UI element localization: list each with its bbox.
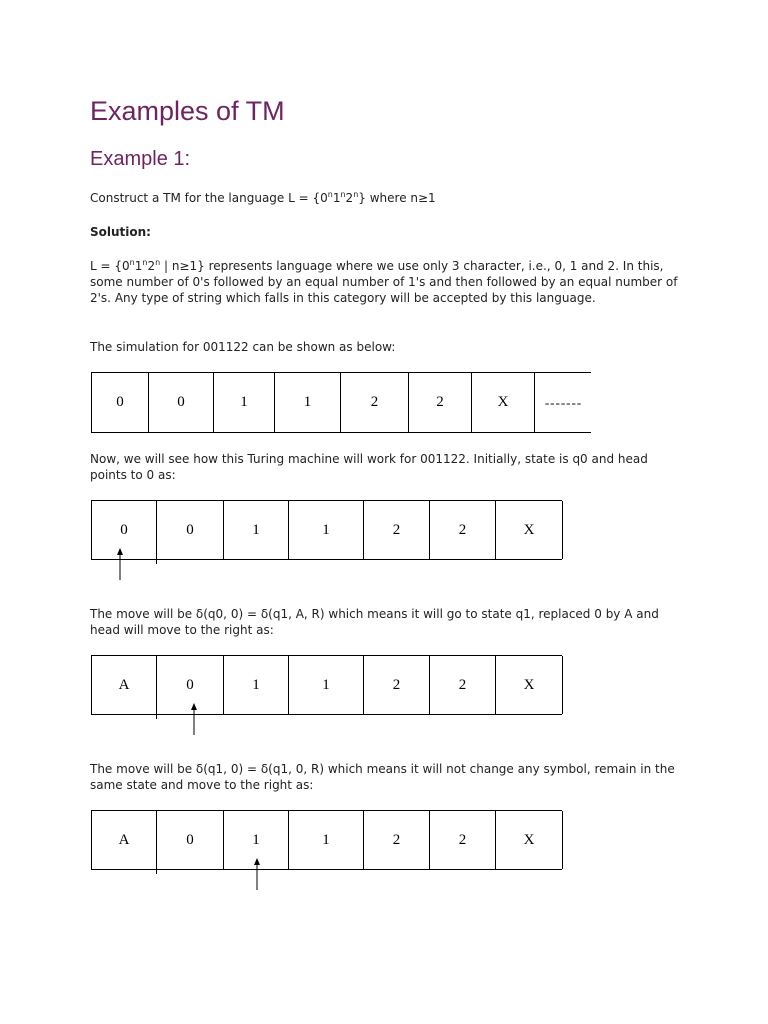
cell-tick xyxy=(156,868,157,874)
tape-initial xyxy=(91,372,591,433)
problem-statement: Construct a TM for the language $L = \{0^n1^n2^n\}$ where n≥1 xyxy=(90,190,436,205)
tape-cell: 2 xyxy=(409,373,472,432)
tape-cell: 2 xyxy=(364,656,430,714)
tape-cell: 2 xyxy=(364,501,430,559)
tape-cell: 0 xyxy=(92,501,157,559)
tape-step-1 xyxy=(91,655,562,715)
tape-cell: 1 xyxy=(224,501,289,559)
cell-tick xyxy=(156,713,157,719)
example-heading: Example 1: xyxy=(90,148,191,170)
tape-cell: 0 xyxy=(149,373,214,432)
solution-label: Solution: xyxy=(90,225,151,239)
tape-cell: 1 xyxy=(275,373,341,432)
move-2-text: The move will be δ(q1, 0) = δ(q1, 0, R) which means it will not change any symbol, remain in the same state and move to the right as: xyxy=(90,762,675,792)
tape-cell: X xyxy=(496,656,563,714)
tape-cell: 1 xyxy=(289,656,364,714)
tape-step-0 xyxy=(91,500,562,560)
language-description: $L = \{0^n1^n2^n$ | n≥1} represents language where we use only 3 character, i.e., 0, 1 and 2. In this, some number of 0's followed by an equal number of 1's and then followed by an equal number of 2's. Any type of string which falls in this category will be accepted by this language. xyxy=(90,258,678,305)
head-arrow-icon xyxy=(252,858,262,890)
tape-cell: X xyxy=(496,811,563,869)
tape-cell: 0 xyxy=(157,501,224,559)
tape-cell: X xyxy=(472,373,535,432)
tape-cell: 2 xyxy=(341,373,409,432)
page-title: Examples of TM xyxy=(90,96,285,126)
head-arrow-icon xyxy=(189,703,199,735)
tape-cell: 0 xyxy=(157,811,224,869)
tape-cell: 1 xyxy=(224,811,289,869)
tape-cell: X xyxy=(496,501,563,559)
tape-cell: 2 xyxy=(364,811,430,869)
tape-cell: 2 xyxy=(430,656,496,714)
tape-cell: 0 xyxy=(157,656,224,714)
tape-cell: A xyxy=(92,656,157,714)
walkthrough-intro: Now, we will see how this Turing machine will work for 001122. Initially, state is q0 and head points to 0 as: xyxy=(90,452,648,482)
head-arrow-icon xyxy=(115,548,125,580)
tape-cell: 2 xyxy=(430,501,496,559)
cell-tick xyxy=(156,558,157,564)
tape-step-2 xyxy=(91,810,562,870)
tape-continuation: ------- xyxy=(544,394,583,410)
tape-cell: 0 xyxy=(92,373,149,432)
simulation-intro: The simulation for 001122 can be shown as below: xyxy=(90,340,396,354)
tape-cell: 1 xyxy=(224,656,289,714)
move-1-text: The move will be δ(q0, 0) = δ(q1, A, R) which means it will go to state q1, replaced 0 by A and head will move to the right as: xyxy=(90,607,659,637)
tape-cell: 2 xyxy=(430,811,496,869)
tape-cell: A xyxy=(92,811,157,869)
tape-cell: 1 xyxy=(289,811,364,869)
tape-cell: 1 xyxy=(214,373,275,432)
tape-cell: 1 xyxy=(289,501,364,559)
